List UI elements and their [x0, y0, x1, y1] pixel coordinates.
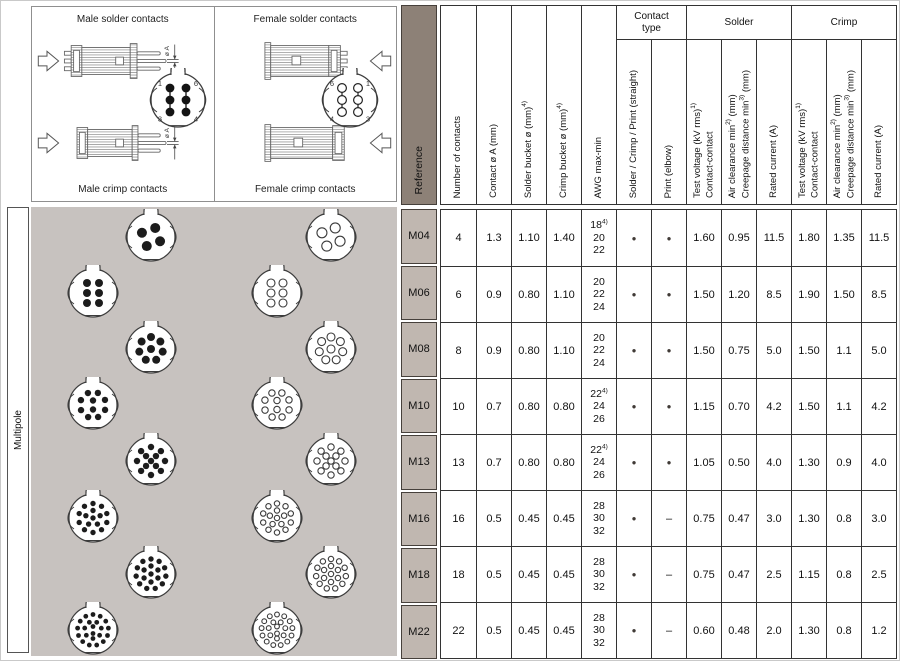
- cell-M16-c_test: 1.30: [791, 490, 826, 546]
- cell-M13-c_air: 0.9: [826, 434, 861, 490]
- spec-table-header: [440, 5, 897, 205]
- cell-M10-crimp_bucket: 0.80: [546, 378, 581, 434]
- column-header-s_test: Test voltage (kV rms)$^{1)}$ Contact-contact: [686, 40, 721, 204]
- cell-M18-awg: 28 30 32: [581, 546, 616, 602]
- cell-M16-contacts: 16: [441, 490, 476, 546]
- cell-M06-contacts: 6: [441, 266, 476, 322]
- cell-M06-s_air: 1.20: [721, 266, 756, 322]
- cell-M13-s_current: 4.0: [756, 434, 791, 490]
- cell-M13-type_straight: ●: [616, 434, 651, 490]
- pin-number: 4: [193, 114, 199, 124]
- cell-M16-c_air: 0.8: [826, 490, 861, 546]
- cell-M04-s_air: 0.95: [721, 210, 756, 266]
- column-header-type_elbow: Print (elbow): [651, 40, 686, 204]
- cell-M16-s_current: 3.0: [756, 490, 791, 546]
- cell-M13-s_test: 1.05: [686, 434, 721, 490]
- female-face-M13: [303, 433, 359, 494]
- cell-M10-c_current: 4.2: [861, 378, 896, 434]
- male-crimp-title: Male crimp contacts: [78, 184, 168, 195]
- pin-number: 6: [329, 79, 334, 88]
- cell-M08-c_test: 1.50: [791, 322, 826, 378]
- cell-M18-s_air: 0.47: [721, 546, 756, 602]
- cell-M22-crimp_bucket: 0.45: [546, 602, 581, 658]
- cell-M06-awg: 20 22 24: [581, 266, 616, 322]
- cell-M06-c_current: 8.5: [861, 266, 896, 322]
- female-crimp-title: Female crimp contacts: [254, 184, 356, 195]
- cell-M08-solder_bucket: 0.80: [511, 322, 546, 378]
- female-face-M18: [303, 546, 359, 607]
- male-face-M04: [123, 209, 179, 270]
- cell-M13-c_current: 4.0: [861, 434, 896, 490]
- cell-M08-type_elbow: ●: [651, 322, 686, 378]
- cell-M13-contacts: 13: [441, 434, 476, 490]
- column-header-c_test: Test voltage (kV rms)$^{1)}$ Contact-contact: [791, 40, 826, 204]
- column-header-s_current: Rated current (A): [756, 40, 791, 204]
- cell-M10-type_straight: ●: [616, 378, 651, 434]
- female-face-M16: [249, 490, 305, 551]
- cell-M06-c_air: 1.50: [826, 266, 861, 322]
- cell-M16-contact_dia: 0.5: [476, 490, 511, 546]
- cell-M06-crimp_bucket: 1.10: [546, 266, 581, 322]
- cell-M16-s_air: 0.47: [721, 490, 756, 546]
- cell-M10-c_air: 1.1: [826, 378, 861, 434]
- cell-M16-solder_bucket: 0.45: [511, 490, 546, 546]
- pin-number: 4: [329, 114, 334, 124]
- cell-M16-type_elbow: –: [651, 490, 686, 546]
- reference-cell-M04: M04: [401, 209, 437, 264]
- column-header-type_straight: Solder / Crimp / Print (straight): [616, 40, 651, 204]
- cell-M13-c_test: 1.30: [791, 434, 826, 490]
- cell-M18-s_current: 2.5: [756, 546, 791, 602]
- arrow-right-icon: [38, 51, 58, 70]
- cell-M18-s_test: 0.75: [686, 546, 721, 602]
- cell-M04-solder_bucket: 1.10: [511, 210, 546, 266]
- cell-M18-c_test: 1.15: [791, 546, 826, 602]
- cell-M13-contact_dia: 0.7: [476, 434, 511, 490]
- pin-number: 3: [365, 114, 370, 124]
- cell-M16-s_test: 0.75: [686, 490, 721, 546]
- cell-M08-contacts: 8: [441, 322, 476, 378]
- cell-M06-contact_dia: 0.9: [476, 266, 511, 322]
- cell-M22-s_air: 0.48: [721, 602, 756, 658]
- column-header-s_air: Air clearance $\min^{2)} (mm)$ Creepage distance $\min^{3)} (mm)$: [721, 40, 756, 204]
- male-face-M10: [65, 377, 121, 438]
- female-face-M04: [303, 209, 359, 270]
- cell-M10-solder_bucket: 0.80: [511, 378, 546, 434]
- male-face-M08: [123, 321, 179, 382]
- cell-M04-type_elbow: ●: [651, 210, 686, 266]
- reference-cell-M16: M16: [401, 492, 437, 547]
- cell-M13-type_elbow: ●: [651, 434, 686, 490]
- group-header-contact_type: Contact type: [616, 6, 686, 40]
- male-face-M18: [123, 546, 179, 607]
- reference-cell-M10: M10: [401, 379, 437, 434]
- multipole-text: Multipole: [12, 409, 24, 451]
- female-face-diagram: [318, 68, 382, 132]
- female-face-M08: [303, 321, 359, 382]
- cell-M13-awg: 22$^{4)}$ 24 26: [581, 434, 616, 490]
- contact-arrangement-panel: [31, 207, 397, 656]
- reference-cell-M13: M13: [401, 435, 437, 490]
- cell-M22-type_straight: ●: [616, 602, 651, 658]
- cell-M10-s_test: 1.15: [686, 378, 721, 434]
- cell-M04-contact_dia: 1.3: [476, 210, 511, 266]
- cell-M22-c_current: 1.2: [861, 602, 896, 658]
- male-face-M06: [65, 265, 121, 326]
- cell-M13-crimp_bucket: 0.80: [546, 434, 581, 490]
- arrow-left-icon: [370, 133, 390, 152]
- cell-M18-type_elbow: –: [651, 546, 686, 602]
- cell-M22-s_current: 2.0: [756, 602, 791, 658]
- female-solder-title: Female solder contacts: [253, 14, 357, 25]
- cell-M04-c_test: 1.80: [791, 210, 826, 266]
- cell-M18-solder_bucket: 0.45: [511, 546, 546, 602]
- cell-M06-s_test: 1.50: [686, 266, 721, 322]
- cell-M08-s_test: 1.50: [686, 322, 721, 378]
- cell-M04-contacts: 4: [455, 232, 462, 244]
- cell-M18-type_straight: ●: [616, 546, 651, 602]
- male-face-M16: [65, 490, 121, 551]
- cell-M16-awg: 28 30 32: [581, 490, 616, 546]
- dimension-label: ø A: [163, 128, 171, 139]
- reference-cell-M18: M18: [401, 548, 437, 603]
- cell-M06-s_current: 8.5: [756, 266, 791, 322]
- cell-M22-c_air: 0.8: [826, 602, 861, 658]
- pin-number: 6: [193, 79, 199, 88]
- cell-M16-type_straight: ●: [616, 490, 651, 546]
- column-header-solder_bucket: Solder bucket ø (mm)$^{4)}$: [511, 6, 546, 204]
- cell-M08-c_air: 1.1: [826, 322, 861, 378]
- male-face-M13: [123, 433, 179, 494]
- male-face-diagram: [146, 68, 210, 132]
- cell-M16-crimp_bucket: 0.45: [546, 490, 581, 546]
- pin-number: 3: [157, 114, 163, 124]
- column-header-crimp_bucket: Crimp bucket ø (mm)$^{4)}$: [546, 6, 581, 204]
- cell-M06-c_test: 1.90: [791, 266, 826, 322]
- column-header-c_air: Air clearance $\min^{2)} (mm)$ Creepage distance $\min^{3)} (mm)$: [826, 40, 861, 204]
- contact-diagrams: [31, 6, 397, 202]
- cell-M04-c_air: 1.35: [826, 210, 861, 266]
- column-header-contacts: Number of contacts: [452, 115, 464, 198]
- cell-M22-type_elbow: –: [651, 602, 686, 658]
- cell-M16-c_current: 3.0: [861, 490, 896, 546]
- cell-M22-contacts: 22: [441, 602, 476, 658]
- cell-M08-contact_dia: 0.9: [476, 322, 511, 378]
- arrow-right-icon: [38, 133, 58, 152]
- reference-header-text: Reference: [413, 145, 425, 194]
- reference-column-header: [401, 5, 437, 205]
- cell-M06-type_elbow: ●: [651, 266, 686, 322]
- reference-cell-M06: M06: [401, 266, 437, 321]
- cell-M04-s_current: 11.5: [756, 210, 791, 266]
- cell-M04-s_test: 1.60: [686, 210, 721, 266]
- cell-M10-c_test: 1.50: [791, 378, 826, 434]
- cell-M08-s_current: 5.0: [756, 322, 791, 378]
- cell-M10-awg: 22$^{4)}$ 24 26: [581, 378, 616, 434]
- cell-M06-type_straight: ●: [616, 266, 651, 322]
- female-face-M06: [249, 265, 305, 326]
- cell-M18-c_air: 0.8: [826, 546, 861, 602]
- cell-M06-solder_bucket: 0.80: [511, 266, 546, 322]
- cell-M22-c_test: 1.30: [791, 602, 826, 658]
- column-header-contact_dia: Contact ø A (mm): [476, 6, 511, 204]
- dimension-label: ø A: [163, 46, 171, 57]
- cell-M13-s_air: 0.50: [721, 434, 756, 490]
- multipole-section-label: [7, 207, 29, 653]
- cell-M10-s_air: 0.70: [721, 378, 756, 434]
- cell-M22-contact_dia: 0.5: [476, 602, 511, 658]
- reference-column-body: [401, 209, 437, 659]
- cell-M18-crimp_bucket: 0.45: [546, 546, 581, 602]
- cell-M18-contact_dia: 0.5: [476, 546, 511, 602]
- column-header-c_current: Rated current (A): [861, 40, 896, 204]
- female-contacts-panel: [215, 7, 397, 201]
- group-header-solder: Solder: [686, 6, 791, 40]
- reference-cell-M08: M08: [401, 322, 437, 377]
- spec-table-body: [440, 209, 897, 659]
- cell-M10-contacts: 10: [441, 378, 476, 434]
- male-face-M22: [65, 602, 121, 661]
- cell-M10-type_elbow: ●: [651, 378, 686, 434]
- pin-number: 1: [157, 79, 163, 88]
- column-header-awg: AWG max-min: [581, 6, 616, 204]
- cell-M22-s_test: 0.60: [686, 602, 721, 658]
- cell-M08-c_current: 5.0: [861, 322, 896, 378]
- cell-M08-s_air: 0.75: [721, 322, 756, 378]
- cell-M22-solder_bucket: 0.45: [511, 602, 546, 658]
- cell-M22-awg: 28 30 32: [581, 602, 616, 658]
- cell-M18-contacts: 18: [441, 546, 476, 602]
- cell-M08-awg: 20 22 24: [581, 322, 616, 378]
- cell-M04-c_current: 11.5: [861, 210, 896, 266]
- cell-M10-s_current: 4.2: [756, 378, 791, 434]
- cell-M10-contact_dia: 0.7: [476, 378, 511, 434]
- female-face-M22: [249, 602, 305, 661]
- pin-number: 1: [365, 79, 370, 88]
- cell-M13-solder_bucket: 0.80: [511, 434, 546, 490]
- cell-M08-type_straight: ●: [616, 322, 651, 378]
- group-header-crimp: Crimp: [791, 6, 896, 40]
- reference-cell-M22: M22: [401, 605, 437, 660]
- male-contacts-panel: [32, 7, 215, 201]
- cell-M04-type_straight: ●: [616, 210, 651, 266]
- cell-M04-crimp_bucket: 1.40: [546, 210, 581, 266]
- male-solder-title: Male solder contacts: [76, 14, 169, 25]
- female-face-M10: [249, 377, 305, 438]
- cell-M08-crimp_bucket: 1.10: [546, 322, 581, 378]
- cell-M18-c_current: 2.5: [861, 546, 896, 602]
- cell-M04-awg: 18$^{4)}$ 20 22: [581, 210, 616, 266]
